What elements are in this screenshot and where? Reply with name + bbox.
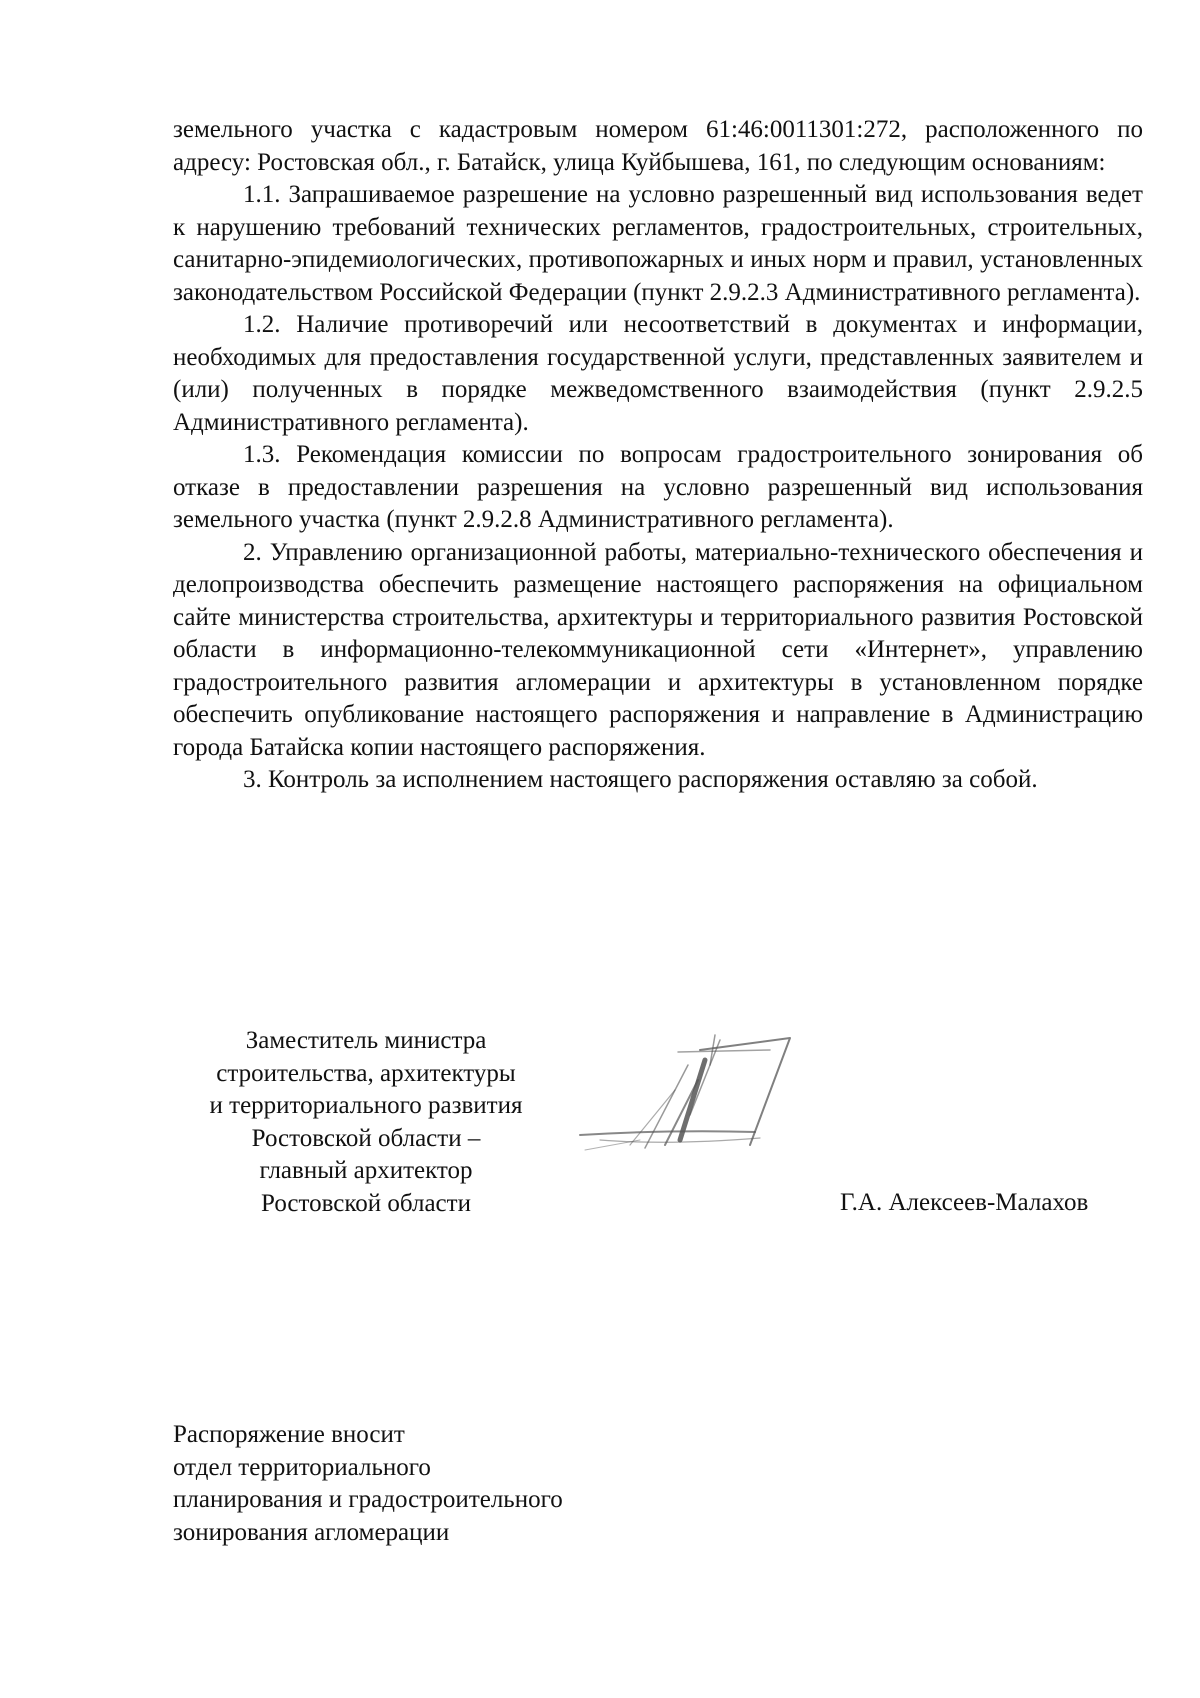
signatory-name: Г.А. Алексеев-Малахов [840, 1189, 1089, 1216]
footer-line: отдел территориального [173, 1453, 431, 1481]
prepared-by-note [173, 1419, 693, 1549]
signatory-title-line: Заместитель министра [245, 1027, 487, 1054]
paragraph-2: 2. Управлению организационной работы, материально-технического обеспечения и делопроизводства обеспечить размещение настоящего распоряжения на официальном сайте министерства строительства, архитектуры и территориального развития Ростовской области в информационно-телекоммуникационной сети «Интернет», управлению градостроительного развития агломерации и архитектуры в установленном порядке обеспечить опубликование настоящего распоряжения и направление в Администрацию города Батайска копии настоящего распоряжения. [173, 538, 1143, 761]
signatory-title-line: главный архитектор [259, 1157, 473, 1184]
paragraph-land-plot: земельного участка с кадастровым номером 61:46:0011301:272, расположенного по адресу: Ростовская обл., г. Батайск, улица Куйбышева, 161, по следующим основаниям: [173, 116, 1143, 176]
paragraph-1-1: 1.1. Запрашиваемое разрешение на условно разрешенный вид использования ведет к нарушению требований технических регламентов, градостроительных, строительных, санитарно-эпидемиологических, противопожарных и иных норм и правил, установленных законодательством Российской Федерации (пункт 2.9.2.3 Административного регламента). [173, 181, 1143, 306]
signatory-title-line: и территориального развития [209, 1092, 523, 1119]
footer-line: зонирования агломерации [173, 1518, 450, 1546]
signatory-title [176, 1025, 556, 1220]
paragraph-1-3: 1.3. Рекомендация комиссии по вопросам градостроительного зонирования об отказе в предоставлении разрешения на условно разрешенный вид использования земельного участка (пункт 2.9.2.8 Административного регламента). [173, 441, 1143, 533]
footer-line: Распоряжение вносит [173, 1421, 405, 1448]
document-body [173, 114, 1143, 797]
handwritten-signature [570, 1020, 820, 1170]
signatory-title-line: строительства, архитектуры [216, 1059, 516, 1087]
signatory-title-line: Ростовской области – [251, 1124, 481, 1152]
paragraph-3: 3. Контроль за исполнением настоящего распоряжения оставляю за собой. [243, 766, 1038, 793]
footer-line: планирования и градостроительного [173, 1486, 563, 1513]
paragraph-1-2: 1.2. Наличие противоречий или несоответствий в документах и информации, необходимых для предоставления государственной услуги, представленных заявителем и (или) полученных в порядке межведомственного взаимодействия (пункт 2.9.2.5 Административного регламента). [173, 311, 1143, 436]
signatory-title-line: Ростовской области [261, 1189, 471, 1217]
